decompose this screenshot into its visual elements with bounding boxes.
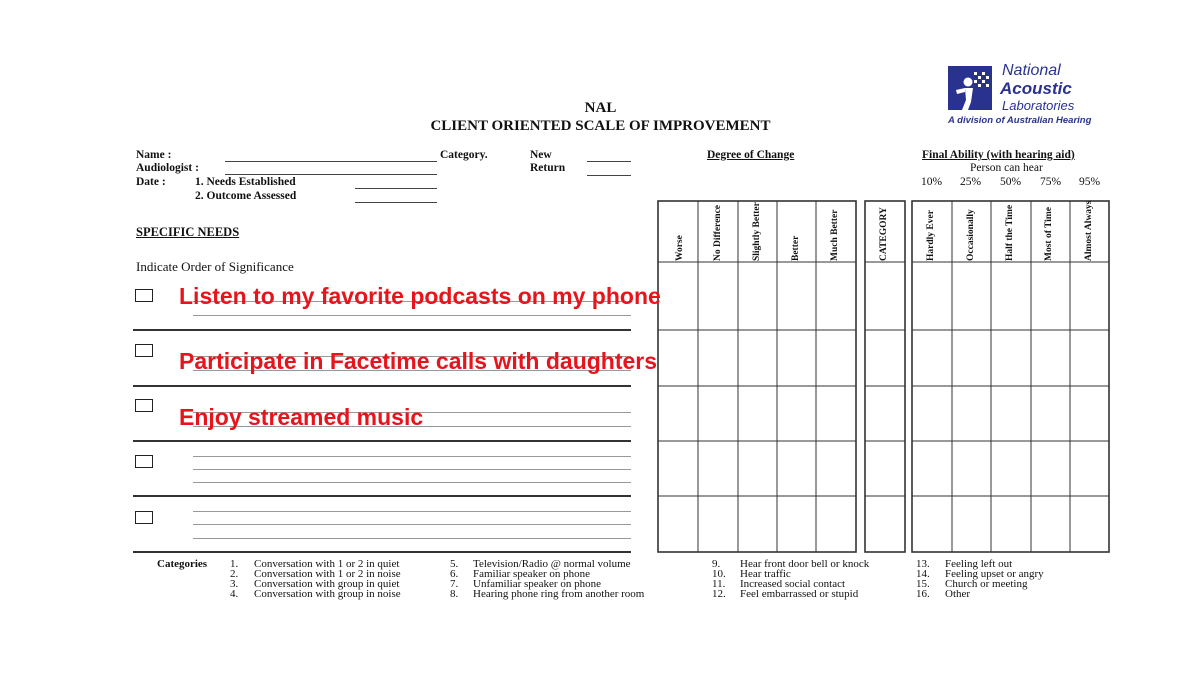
- logo-tagline: A division of Australian Hearing: [948, 115, 1092, 126]
- col-occasionally: Occasionally: [966, 209, 976, 261]
- significance-instruction: Indicate Order of Significance: [136, 259, 294, 274]
- col-worse: Worse: [675, 235, 685, 261]
- categories-label: Categories: [157, 558, 208, 570]
- audiologist-label: Audiologist :: [136, 162, 199, 174]
- category-item: Increased social contact: [740, 578, 846, 590]
- col-hardly-ever: Hardly Ever: [926, 210, 936, 261]
- category-num: 4.: [230, 588, 239, 600]
- logo-line-2: Acoustic: [1000, 79, 1072, 98]
- category-item: Familiar speaker on phone: [473, 568, 590, 580]
- new-label: New: [530, 149, 552, 161]
- name-label: Name :: [136, 149, 172, 161]
- category-item: Church or meeting: [945, 578, 1028, 590]
- logo-line-3: Laboratories: [1002, 98, 1075, 113]
- category-num: 1.: [230, 558, 239, 570]
- degree-of-change-title: Degree of Change: [707, 149, 795, 161]
- date-label: Date :: [136, 176, 166, 188]
- category-num: 10.: [712, 568, 726, 580]
- outcome-assessed-label: 2. Outcome Assessed: [195, 190, 297, 202]
- category-item: Feeling left out: [945, 558, 1013, 570]
- category-num: 2.: [230, 568, 239, 580]
- logo-line-1: National: [1002, 62, 1061, 79]
- category-num: 16.: [916, 588, 930, 600]
- category-item: Conversation with group in noise: [254, 588, 401, 600]
- category-num: 14.: [916, 568, 930, 580]
- col-slightly-better: Slightly Better: [752, 202, 762, 261]
- org-heading: NAL: [584, 100, 617, 116]
- category-num: 9.: [712, 558, 721, 570]
- category-item: Feeling upset or angry: [945, 568, 1044, 580]
- percent-50: 50%: [1000, 176, 1022, 188]
- col-category: CATEGORY: [879, 207, 889, 261]
- need-entry-1: Listen to my favorite podcasts on my phone: [179, 283, 661, 309]
- percent-10: 10%: [921, 176, 943, 188]
- category-item: Hearing phone ring from another room: [473, 588, 645, 600]
- category-label: Category.: [440, 149, 488, 161]
- category-num: 5.: [450, 558, 459, 570]
- person-can-hear-label: Person can hear: [970, 162, 1043, 174]
- category-num: 3.: [230, 578, 239, 590]
- category-num: 13.: [916, 558, 930, 570]
- category-num: 7.: [450, 578, 459, 590]
- specific-needs-title: SPECIFIC NEEDS: [136, 225, 240, 239]
- category-item: Feel embarrassed or stupid: [740, 588, 859, 600]
- need-entry-2: Participate in Facetime calls with daughters: [179, 348, 658, 374]
- category-num: 12.: [712, 588, 726, 600]
- return-label: Return: [530, 162, 566, 174]
- category-item: Hear traffic: [740, 568, 791, 580]
- col-almost-always: Almost Always: [1084, 200, 1094, 261]
- need-entry-3: Enjoy streamed music: [179, 404, 424, 430]
- col-no-difference: No Difference: [713, 204, 723, 261]
- needs-established-label: 1. Needs Established: [195, 176, 296, 188]
- category-item: Unfamiliar speaker on phone: [473, 578, 601, 590]
- category-item: Hear front door bell or knock: [740, 558, 870, 570]
- percent-75: 75%: [1040, 176, 1062, 188]
- final-ability-title: Final Ability (with hearing aid): [922, 149, 1075, 161]
- col-most-of-time: Most of Time: [1044, 206, 1054, 261]
- category-item: Television/Radio @ normal volume: [473, 558, 631, 570]
- col-much-better: Much Better: [830, 209, 840, 261]
- category-num: 8.: [450, 588, 459, 600]
- col-better: Better: [791, 235, 801, 261]
- percent-25: 25%: [960, 176, 982, 188]
- page-title: CLIENT ORIENTED SCALE OF IMPROVEMENT: [430, 118, 771, 134]
- category-item: Conversation with 1 or 2 in noise: [254, 568, 401, 580]
- col-half-the-time: Half the Time: [1005, 204, 1015, 261]
- category-item: Other: [945, 588, 971, 600]
- category-item: Conversation with group in quiet: [254, 578, 400, 590]
- category-item: Conversation with 1 or 2 in quiet: [254, 558, 400, 570]
- category-num: 11.: [712, 578, 726, 590]
- percent-95: 95%: [1079, 176, 1101, 188]
- category-num: 6.: [450, 568, 459, 580]
- category-num: 15.: [916, 578, 930, 590]
